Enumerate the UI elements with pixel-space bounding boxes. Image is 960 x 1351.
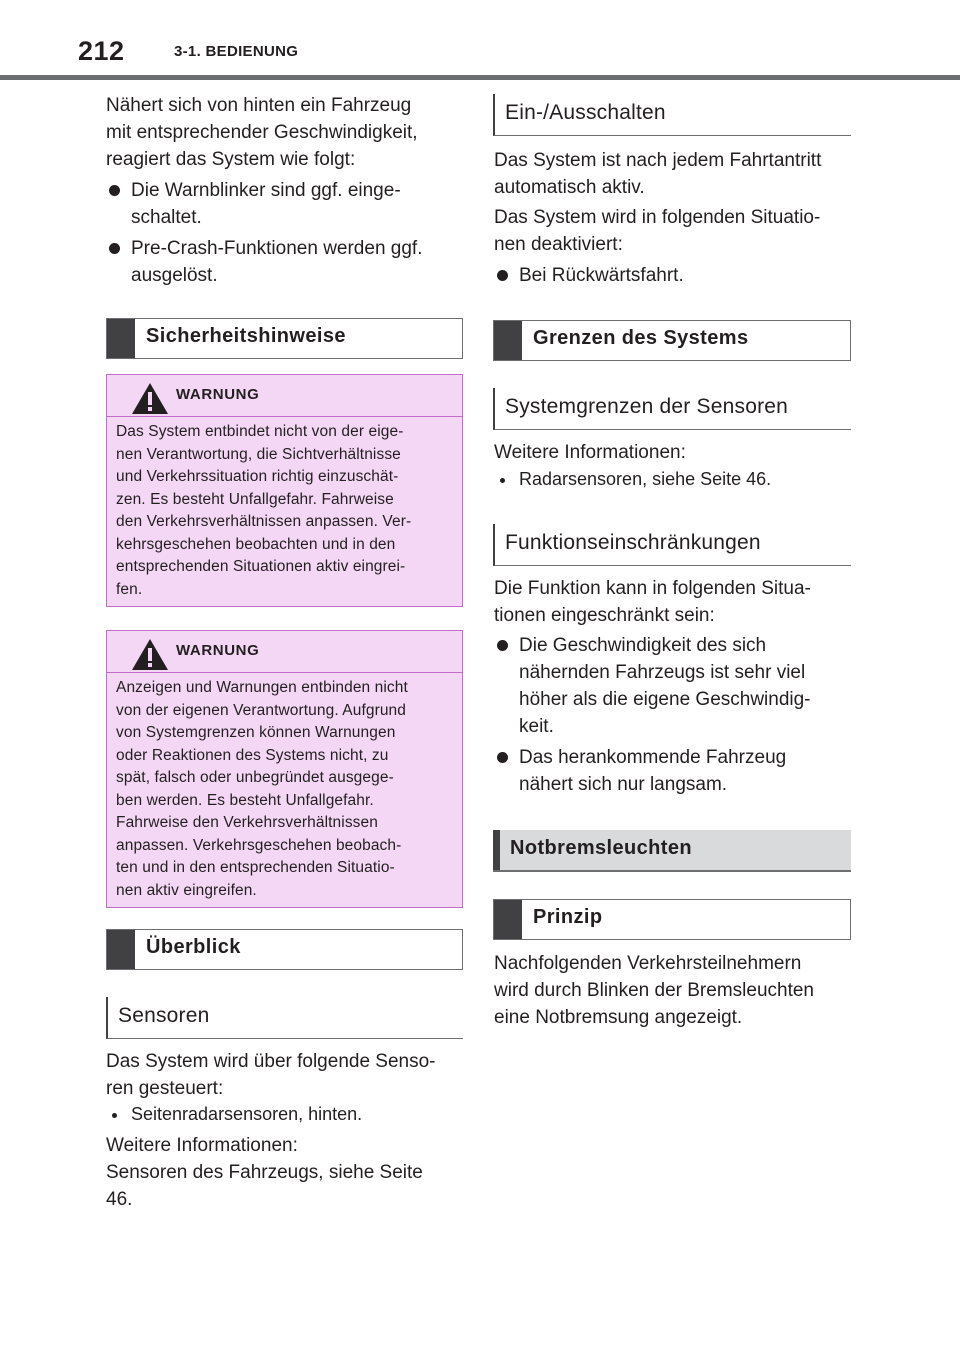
list-item: Bei Rückwärtsfahrt.: [494, 262, 854, 289]
sensor-limits-list: [494, 466, 854, 493]
warning-triangle-icon: [131, 382, 169, 415]
subheading-function-limits: [493, 524, 851, 566]
section-heading-principle: [493, 899, 851, 940]
onoff-bullets: [494, 262, 854, 289]
warning-triangle-icon: [131, 638, 169, 671]
heading-label: Grenzen des Systems: [533, 327, 749, 349]
subheading-sensor-limits: [493, 388, 851, 430]
warning-box-1: [106, 374, 463, 607]
warning-title: WARNUNG: [176, 642, 260, 659]
intro-block: [106, 92, 446, 173]
warning-text: Das System entbindet nicht von der eige- nen Verantwortung, die Sichtverhältnisse und Verkehrssituation richtig einzuschät- zen. Es besteht Unfallgefahr. Fahrweise den Verkehrsverhältnissen anpassen. Ver- kehrsgeschehen beobachten und in den entsprechenden Situationen aktiv eingrei- fen.: [116, 423, 412, 598]
subheading-onoff: [493, 94, 851, 136]
heading-tab: [494, 900, 522, 939]
warning-box-2: [106, 630, 463, 908]
chapter-title: 3-1. BEDIENUNG: [174, 43, 299, 60]
section-heading-overview: [106, 929, 463, 970]
function-limits-text: Die Funktion kann in folgenden Situa- tionen eingeschränkt sein:: [494, 578, 811, 626]
onoff-text-1: Das System ist nach jedem Fahrtantritt automatisch aktiv.: [494, 150, 822, 198]
warning-header: [107, 375, 462, 417]
list-item: Pre-Crash-Funktionen werden ggf. ausgelöst.: [106, 235, 451, 289]
sensors-list: [106, 1101, 466, 1128]
list-item: Das herankommende Fahrzeug nähert sich nur langsam.: [494, 744, 854, 798]
list-item: Seitenradarsensoren, hinten.: [106, 1101, 466, 1128]
subheading-label: Systemgrenzen der Sensoren: [505, 395, 789, 418]
subheading-label: Sensoren: [118, 1004, 210, 1027]
subheading-label: Ein-/Ausschalten: [505, 101, 666, 124]
bullet-icon: [500, 478, 505, 483]
list-item: Radarsensoren, siehe Seite 46.: [494, 466, 854, 493]
section-heading-safety: [106, 318, 463, 359]
sensors-text: Das System wird über folgende Senso- ren gesteuert:: [106, 1051, 436, 1099]
subheading-label: Funktionseinschränkungen: [505, 531, 761, 554]
heading-tab: [107, 930, 135, 969]
header-rule: [0, 75, 960, 80]
sensor-limits-text: Weitere Informationen:: [494, 442, 686, 463]
heading-label: Notbremsleuchten: [510, 837, 692, 859]
warning-header: [107, 631, 462, 673]
page-number: 212: [78, 36, 125, 66]
more-info-text: Weitere Informationen: Sensoren des Fahrzeugs, siehe Seite 46.: [106, 1135, 423, 1210]
bullet-icon: [497, 752, 508, 763]
heading-label: Überblick: [146, 936, 241, 958]
list-item: Die Geschwindigkeit des sich nähernden Fahrzeugs ist sehr viel höher als die eigene Geschwindig- keit.: [494, 632, 854, 740]
heading-tab: [493, 830, 500, 870]
bullet-icon: [497, 640, 508, 651]
warning-text: Anzeigen und Warnungen entbinden nicht von der eigenen Verantwortung. Aufgrund von Systemgrenzen können Warnungen oder Reaktionen des Systems nicht, zu spät, falsch oder unbegründet ausgege- ben werden. Es besteht Unfallgefahr. Fahrweise den Verkehrsverhältnissen anpassen. Verkehrsgeschehen beobach- ten und in den entsprechenden Situatio- nen aktiv eingreifen.: [116, 679, 408, 899]
subheading-sensors: [106, 997, 463, 1039]
bullet-icon: [109, 243, 120, 254]
warning-title: WARNUNG: [176, 386, 260, 403]
principle-text: Nachfolgenden Verkehrsteilnehmern wird durch Blinken der Bremsleuchten eine Notbremsung angezeigt.: [494, 953, 814, 1028]
list-item: Die Warnblinker sind ggf. einge- schaltet.: [106, 177, 446, 231]
onoff-text-2: Das System wird in folgenden Situatio- nen deaktiviert:: [494, 207, 821, 255]
heading-tab: [494, 321, 522, 360]
intro-text: Nähert sich von hinten ein Fahrzeug mit entsprechender Geschwindigkeit, reagiert das System wie folgt:: [106, 95, 418, 170]
bullet-icon: [497, 270, 508, 281]
bullet-icon: [109, 185, 120, 196]
section-heading-limits: [493, 320, 851, 361]
heading-label: Sicherheitshinweise: [146, 325, 346, 347]
section-heading-brake-lights: [493, 830, 851, 872]
heading-tab: [107, 319, 135, 358]
intro-bullets: [106, 177, 446, 289]
heading-label: Prinzip: [533, 906, 603, 928]
bullet-icon: [112, 1113, 117, 1118]
function-limits-bullets: [494, 632, 854, 798]
